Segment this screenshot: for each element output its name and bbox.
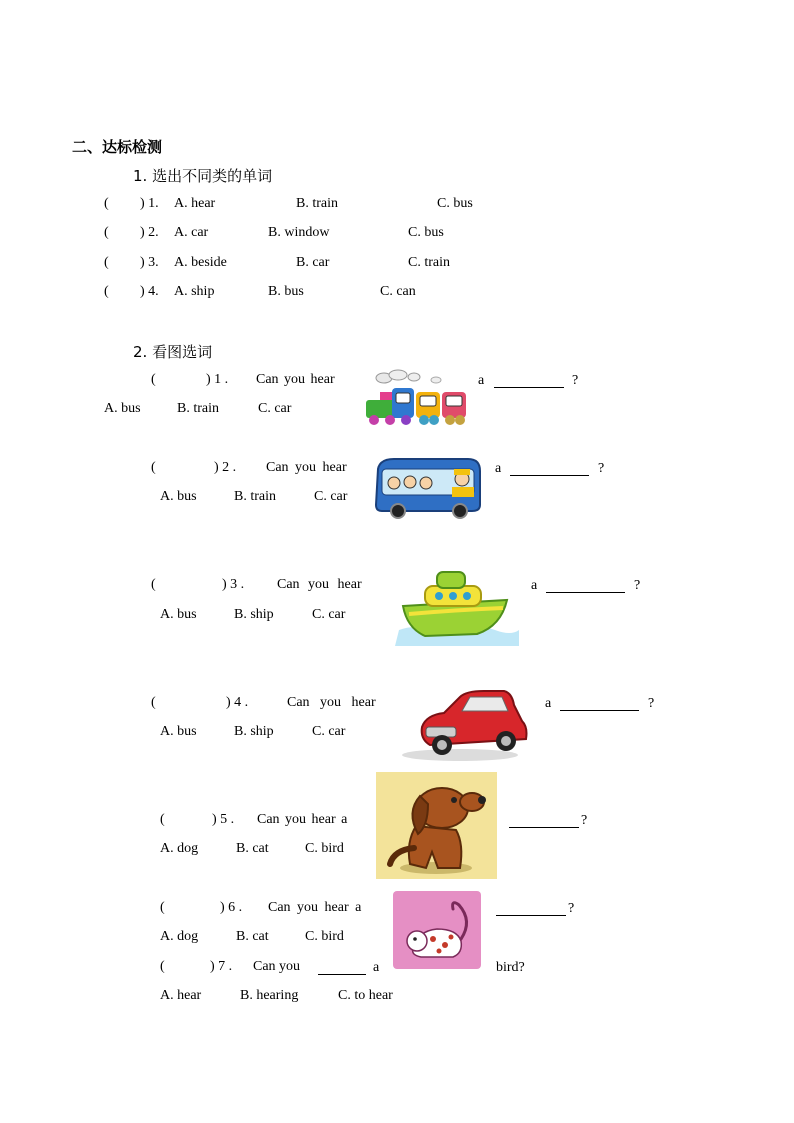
article-text: a xyxy=(531,578,538,593)
question-stem: Can you hear xyxy=(266,460,347,475)
dog-picture xyxy=(376,772,497,879)
question-number: ) 1 . xyxy=(206,372,229,387)
option-c: C. car xyxy=(258,401,292,416)
question-number: ) 7 . xyxy=(210,959,233,974)
answer-paren[interactable]: ( xyxy=(104,225,109,240)
option-a: A. car xyxy=(174,225,209,240)
option-a: A. hear xyxy=(174,196,216,211)
article-text: a xyxy=(495,461,502,476)
answer-paren[interactable]: ( xyxy=(160,900,165,915)
option-b: B. hearing xyxy=(240,988,299,1003)
question-number: ) 6 . xyxy=(220,900,243,915)
question-number: ) 4. xyxy=(140,284,159,299)
question-stem: Can you hear xyxy=(256,372,335,387)
question-mark: ? xyxy=(634,578,641,593)
option-c: C. car xyxy=(314,489,348,504)
option-a: A. dog xyxy=(160,841,199,856)
answer-blank[interactable] xyxy=(510,463,589,476)
option-a: A. dog xyxy=(160,929,199,944)
cat-picture xyxy=(393,891,481,969)
article-text: a xyxy=(545,696,552,711)
answer-paren[interactable]: ( xyxy=(151,695,156,710)
option-c: C. bus xyxy=(437,196,473,211)
section-title: 二、达标检测 xyxy=(72,138,163,156)
question-mark: ? xyxy=(572,373,579,388)
question-mark: ? xyxy=(581,813,588,828)
question-mark: ? xyxy=(568,901,575,916)
option-b: B. cat xyxy=(236,841,269,856)
part2-heading: 2. 看图选词 xyxy=(133,343,213,361)
question-mark: ? xyxy=(598,461,605,476)
option-b: B. train xyxy=(234,489,276,504)
question-number: ) 1. xyxy=(140,196,159,211)
answer-paren[interactable]: ( xyxy=(160,959,165,974)
answer-blank[interactable] xyxy=(494,375,564,388)
article-text: a xyxy=(478,373,485,388)
question-stem: Can you hear a xyxy=(268,900,362,915)
article-text: a xyxy=(373,960,380,975)
option-c: C. can xyxy=(380,284,416,299)
question-mark: ? xyxy=(648,696,655,711)
question-stem: Can you hear xyxy=(277,577,362,592)
question-number: ) 2. xyxy=(140,225,159,240)
answer-blank[interactable] xyxy=(509,815,579,828)
option-c: C. to hear xyxy=(338,988,393,1003)
answer-paren[interactable]: ( xyxy=(104,196,109,211)
question-stem: Can you hear xyxy=(287,695,376,710)
option-c: C. bird xyxy=(305,929,344,944)
option-b: B. window xyxy=(268,225,330,240)
answer-paren[interactable]: ( xyxy=(160,812,165,827)
ship-picture xyxy=(395,564,519,646)
bus-picture xyxy=(372,455,484,521)
option-b: B. ship xyxy=(234,724,274,739)
option-b: B. cat xyxy=(236,929,269,944)
car-picture xyxy=(400,683,532,763)
question-number: ) 5 . xyxy=(212,812,235,827)
option-b: B. bus xyxy=(268,284,304,299)
part1-heading: 1. 选出不同类的单词 xyxy=(133,167,273,185)
question-number: ) 4 . xyxy=(226,695,249,710)
answer-paren[interactable]: ( xyxy=(151,372,156,387)
option-b: B. train xyxy=(177,401,219,416)
option-c: C. car xyxy=(312,607,346,622)
question-number: ) 3 . xyxy=(222,577,245,592)
option-b: B. ship xyxy=(234,607,274,622)
option-b: B. train xyxy=(296,196,338,211)
question-number: ) 3. xyxy=(140,255,159,270)
option-a: A. bus xyxy=(160,489,197,504)
answer-blank[interactable] xyxy=(546,580,625,593)
answer-blank[interactable] xyxy=(496,903,566,916)
option-c: C. bus xyxy=(408,225,444,240)
answer-paren[interactable]: ( xyxy=(151,577,156,592)
answer-paren[interactable]: ( xyxy=(104,255,109,270)
option-a: A. bus xyxy=(104,401,141,416)
option-a: A. beside xyxy=(174,255,227,270)
question-stem: Can you hear a xyxy=(257,812,348,827)
option-a: A. hear xyxy=(160,988,202,1003)
option-c: C. train xyxy=(408,255,450,270)
train-picture xyxy=(362,368,470,428)
answer-blank[interactable] xyxy=(318,962,366,975)
question-stem: Can you xyxy=(253,959,301,974)
option-c: C. bird xyxy=(305,841,344,856)
question-tail: bird? xyxy=(496,960,525,975)
question-number: ) 2 . xyxy=(214,460,237,475)
answer-blank[interactable] xyxy=(560,698,639,711)
option-a: A. bus xyxy=(160,724,197,739)
option-c: C. car xyxy=(312,724,346,739)
option-b: B. car xyxy=(296,255,330,270)
answer-paren[interactable]: ( xyxy=(104,284,109,299)
option-a: A. ship xyxy=(174,284,215,299)
answer-paren[interactable]: ( xyxy=(151,460,156,475)
option-a: A. bus xyxy=(160,607,197,622)
